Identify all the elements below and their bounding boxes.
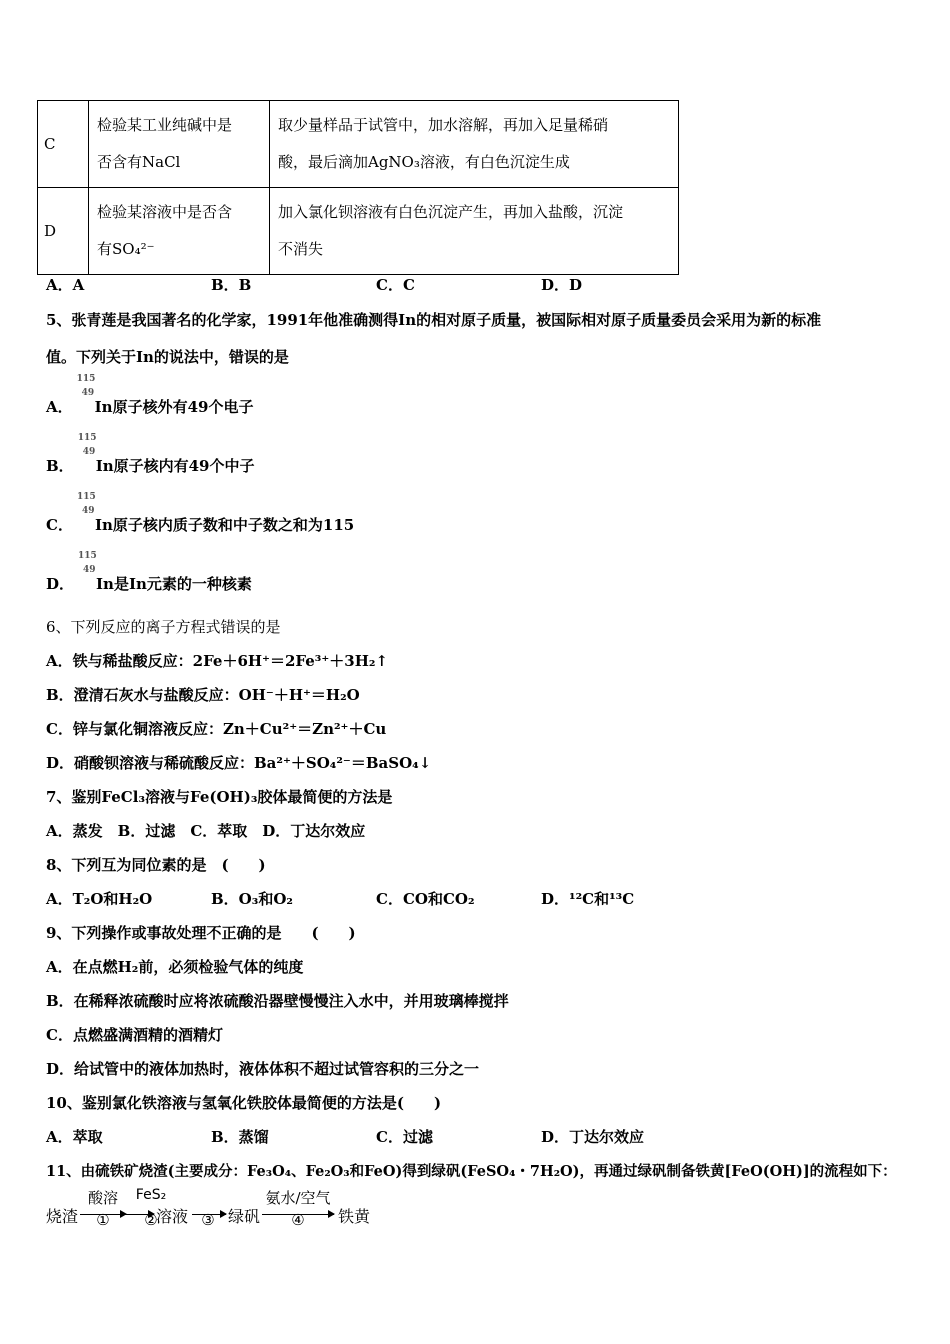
choice-a: A．A — [46, 276, 85, 294]
flow-label-ammonia-air: 氨水/空气 — [265, 1189, 331, 1207]
nuclide-symbol — [73, 374, 96, 412]
flow-label-acid: 酸溶 — [87, 1189, 118, 1207]
choice-c: C．C — [376, 276, 415, 294]
nuclide-symbol — [74, 433, 97, 471]
choice-d: D．D — [541, 276, 583, 294]
q6-option-b: B．澄清石灰水与盐酸反应：OH⁻＋H⁺＝H₂O — [46, 686, 360, 704]
q5-option-d — [46, 551, 252, 594]
choice-b: B．蒸馏 — [211, 1128, 269, 1146]
flow-node-solution: 溶液 — [156, 1207, 189, 1226]
nuclide-symbol — [74, 551, 97, 589]
option-label: A． — [46, 398, 73, 416]
choice-b: B．B — [211, 276, 252, 294]
q5-stem-1: 5、张青莲是我国著名的化学家，1991年他准确测得In的相对原子质量，被国际相对原子质量委员会采用为新的标准 — [46, 311, 822, 329]
option-text: In是In元素的一种核素 — [96, 575, 252, 593]
flow-node-iron-yellow: 铁黄 — [338, 1207, 371, 1226]
row-purpose — [89, 101, 270, 188]
q5-stem-2: 值。下列关于In的说法中，错误的是 — [46, 348, 289, 366]
table-row — [38, 188, 679, 275]
table-row — [38, 101, 679, 188]
q6-option-d: D．硝酸钡溶液与稀硫酸反应：Ba²⁺＋SO₄²⁻＝BaSO₄↓ — [46, 754, 432, 772]
purpose-line: 有SO₄²⁻ — [97, 240, 155, 258]
atomic-number: 49 — [83, 565, 96, 575]
purpose-line: 检验某工业纯碱中是 — [97, 116, 233, 134]
atomic-number: 49 — [81, 506, 95, 516]
q5-option-b — [46, 433, 255, 476]
row-method — [270, 101, 679, 188]
atomic-number: 49 — [81, 388, 95, 398]
q6-option-c: C．锌与氯化铜溶液反应：Zn＋Cu²⁺＝Zn²⁺＋Cu — [46, 720, 387, 738]
flow-node-green-vitriol: 绿矾 — [228, 1207, 261, 1226]
row-method — [270, 188, 679, 275]
flow-label-fes2: FeS₂ — [135, 1187, 167, 1203]
q11-stem: 11、由硫铁矿烧渣(主要成分：Fe₃O₄、Fe₂O₃和FeO)得到绿矾(FeSO₄・7H₂O)，再通过绿矾制备铁黄[FeO(OH)]的流程如下： — [46, 1163, 897, 1180]
q9-option-b: B．在稀释浓硫酸时应将浓硫酸沿器壁慢慢注入水中，并用玻璃棒搅拌 — [46, 992, 509, 1010]
purpose-line: 检验某溶液中是否含 — [97, 203, 233, 221]
q5-option-c — [46, 492, 355, 535]
choice-d: D．丁达尔效应 — [541, 1128, 645, 1146]
q8-options — [46, 888, 706, 909]
option-label: C． — [46, 516, 73, 534]
flow-step-4: ④ — [291, 1211, 305, 1229]
option-text: In原子核外有49个电子 — [94, 398, 254, 416]
flow-step-1: ① — [96, 1211, 110, 1229]
mass-number: 115 — [78, 551, 97, 561]
q6-option-a: A．铁与稀盐酸反应：2Fe＋6H⁺＝2Fe³⁺＋3H₂↑ — [46, 652, 389, 670]
q5-option-a — [46, 374, 254, 417]
mass-number: 115 — [76, 374, 96, 384]
choice-a: A．萃取 — [46, 1128, 103, 1146]
flow-step-2: ② — [144, 1211, 158, 1229]
mass-number: 115 — [76, 492, 96, 502]
q8-stem: 8、下列互为同位素的是 ( ) — [46, 856, 266, 874]
q6-stem: 6、下列反应的离子方程式错误的是 — [46, 618, 281, 636]
q10-options — [46, 1126, 706, 1147]
q9-option-c: C．点燃盛满酒精的酒精灯 — [46, 1026, 223, 1044]
nuclide-symbol — [73, 492, 96, 530]
options-table — [37, 100, 679, 275]
method-line: 取少量样品于试管中，加水溶解，再加入足量稀硝 — [278, 116, 609, 134]
method-line: 不消失 — [278, 240, 324, 258]
choice-d: D．¹²C和¹³C — [541, 890, 635, 908]
method-line: 加入氯化钡溶液有白色沉淀产生，再加入盐酸，沉淀 — [278, 203, 624, 221]
option-label: D． — [46, 575, 75, 593]
method-line: 酸，最后滴加AgNO₃溶液，有白色沉淀生成 — [278, 153, 570, 171]
row-purpose — [89, 188, 270, 275]
choice-a: A．T₂O和H₂O — [46, 890, 153, 908]
row-key: C — [38, 101, 89, 188]
q9-option-d: D．给试管中的液体加热时，液体体积不超过试管容积的三分之一 — [46, 1060, 480, 1078]
option-text: In原子核内有49个中子 — [95, 457, 255, 475]
q10-stem: 10、鉴别氯化铁溶液与氢氧化铁胶体最简便的方法是( ) — [46, 1094, 442, 1112]
flow-node-slag: 烧渣 — [46, 1207, 79, 1226]
q7-options: A．蒸发 B．过滤 C．萃取 D．丁达尔效应 — [46, 822, 366, 840]
q9-option-a: A．在点燃H₂前，必须检验气体的纯度 — [46, 958, 304, 976]
row-key: D — [38, 188, 89, 275]
atomic-number: 49 — [82, 447, 96, 457]
q9-stem: 9、下列操作或事故处理不正确的是 ( ) — [46, 924, 356, 942]
choice-b: B．O₃和O₂ — [211, 890, 293, 908]
q4-choices — [46, 274, 706, 295]
process-flow-diagram — [46, 1184, 446, 1234]
q7-stem: 7、鉴别FeCl₃溶液与Fe(OH)₃胶体最简便的方法是 — [46, 788, 393, 806]
choice-c: C．过滤 — [376, 1128, 433, 1146]
option-label: B． — [46, 457, 74, 475]
purpose-line: 否含有NaCl — [97, 153, 181, 171]
choice-c: C．CO和CO₂ — [376, 890, 475, 908]
flow-step-3: ③ — [201, 1211, 215, 1229]
mass-number: 115 — [77, 433, 97, 443]
option-text: In原子核内质子数和中子数之和为115 — [94, 516, 355, 534]
